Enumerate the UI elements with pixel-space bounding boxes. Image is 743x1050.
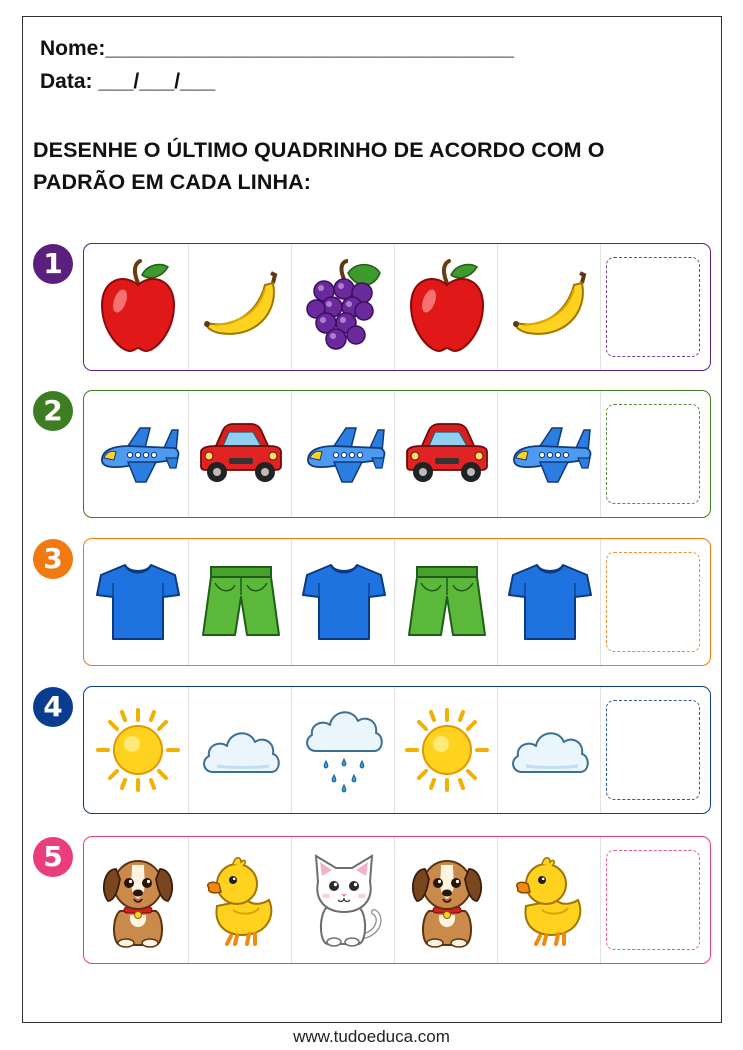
pattern-cell: [86, 837, 189, 963]
pattern-cell: [292, 244, 395, 370]
row-4-number-badge: 4: [33, 687, 73, 727]
pattern-cell: [292, 687, 395, 813]
pattern-cell: [395, 837, 498, 963]
pattern-cell: [86, 539, 189, 665]
pattern-row-1: [83, 243, 711, 371]
pattern-row-4: [83, 686, 711, 814]
pattern-cell: [498, 837, 601, 963]
pattern-cell: [498, 391, 601, 517]
pattern-row-2: [83, 390, 711, 518]
pattern-cell: [292, 539, 395, 665]
pattern-cell: [292, 391, 395, 517]
pattern-cell: [189, 837, 292, 963]
pattern-cell: [189, 687, 292, 813]
pattern-cell: [189, 244, 292, 370]
instructions-text: DESENHE O ÚLTIMO QUADRINHO DE ACORDO COM O PADRÃO EM CADA LINHA:: [33, 138, 605, 194]
pattern-cell: [292, 837, 395, 963]
pattern-cell: [189, 391, 292, 517]
drawing-answer-box[interactable]: [606, 700, 700, 800]
pattern-cell: [189, 539, 292, 665]
pattern-cell: [498, 687, 601, 813]
drawing-answer-box[interactable]: [606, 404, 700, 504]
footer-website: www.tudoeduca.com: [293, 1027, 450, 1046]
pattern-cell: [86, 687, 189, 813]
pattern-cell: [86, 391, 189, 517]
name-field-label: Nome:___________________________________: [40, 37, 515, 60]
pattern-cell: [86, 244, 189, 370]
pattern-cell: [395, 687, 498, 813]
drawing-answer-box[interactable]: [606, 850, 700, 950]
pattern-row-5: [83, 836, 711, 964]
row-1-number-badge: 1: [33, 244, 73, 284]
pattern-cell: [498, 244, 601, 370]
drawing-answer-box[interactable]: [606, 552, 700, 652]
drawing-answer-box[interactable]: [606, 257, 700, 357]
pattern-row-3: [83, 538, 711, 666]
pattern-cell: [395, 244, 498, 370]
row-5-number-badge: 5: [33, 837, 73, 877]
pattern-cell: [395, 539, 498, 665]
row-2-number-badge: 2: [33, 391, 73, 431]
row-3-number-badge: 3: [33, 539, 73, 579]
date-field-label: Data: ___/___/___: [40, 70, 216, 93]
pattern-cell: [395, 391, 498, 517]
pattern-cell: [498, 539, 601, 665]
